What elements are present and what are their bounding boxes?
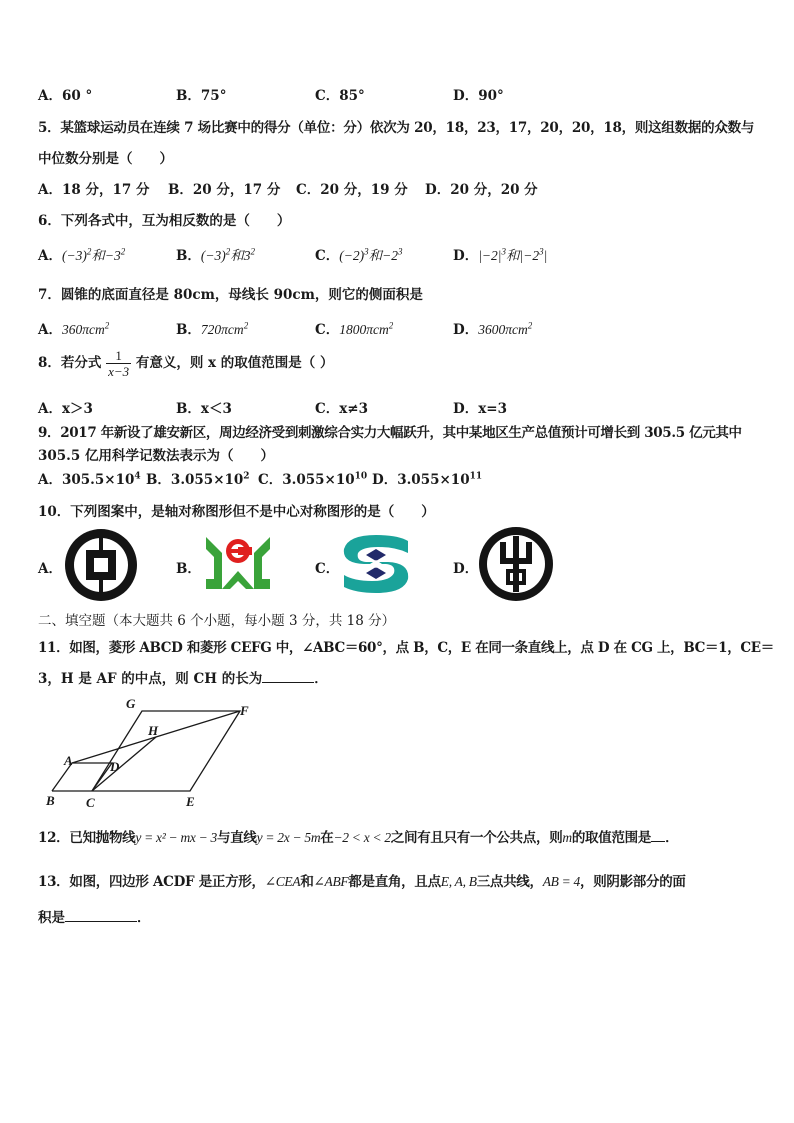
rural-credit-logo-icon	[200, 527, 276, 599]
q11-stem-line1: 11．如图，菱形 ABCD 和菱形 CEFG 中，∠ABC＝60°，点 B，C，E 在同一条直线上，点 D 在 CG 上，BC＝1，CE＝	[38, 640, 774, 656]
q5-option-d: D．20 分，20 分	[425, 182, 538, 198]
q10-option-a-label: A．	[38, 561, 62, 577]
q7-option-a: A．360πcm$^2$	[38, 320, 110, 338]
q6-stem: 6．下列各式中，互为相反数的是（ ）	[38, 213, 291, 229]
q4-option-d: D．90°	[453, 88, 504, 104]
q9-stem-line2: 305.5 亿用科学记数法表示为（ ）	[38, 448, 274, 464]
q6-option-c: C．$(-2)^3$和$-2^3$	[315, 246, 403, 264]
rhombus-figure	[40, 695, 280, 811]
q6-option-b: B．$(-3)^2$和$3^2$	[176, 246, 256, 264]
figure-label-d: D	[110, 759, 120, 774]
q4-option-b: B．75°	[176, 88, 227, 104]
q8-option-d: D．x=3	[453, 401, 507, 417]
q5-option-b: B．20 分，17 分	[168, 182, 281, 198]
q13-answer-blank	[65, 909, 137, 922]
q13-stem-line2: 积是 ．	[38, 910, 151, 926]
q7-option-b: B．720πcm$^2$	[176, 320, 249, 338]
q9-option-a: A．$305.5\times 10^4$	[38, 471, 141, 488]
q7-option-c: C．1800πcm$^2$	[315, 320, 394, 338]
q9-stem-line1: 9．2017 年新设了雄安新区，周边经济受到刺激综合实力大幅跃升，其中某地区生产总值预计可增长到 305.5 亿元其中	[38, 425, 742, 441]
q8-option-b: B．x＜3	[176, 401, 232, 417]
q11-answer-blank	[262, 670, 314, 683]
figure-label-h: H	[148, 723, 159, 738]
q10-stem: 10．下列图案中，是轴对称图形但不是中心对称图形的是（ ）	[38, 504, 435, 520]
agri-bank-logo-icon	[476, 524, 556, 604]
q8-option-a: A．x＞3	[38, 401, 93, 417]
figure-label-c: C	[86, 795, 95, 810]
q5-option-a: A．18 分，17 分	[38, 182, 150, 198]
q4-option-c: C．85°	[315, 88, 365, 104]
q10-option-b-label: B．	[176, 561, 201, 577]
q4-option-a: A．60 °	[38, 88, 93, 104]
q7-stem: 7．圆锥的底面直径是 80cm，母线长 90cm，则它的侧面积是	[38, 287, 423, 303]
figure-label-e: E	[186, 794, 195, 809]
q11-stem-line2: 3，H 是 AF 的中点，则 CH 的长为 ．	[38, 671, 328, 687]
q12-answer-blank	[651, 829, 665, 842]
bank-s-logo-icon	[338, 533, 414, 595]
q5-stem-line1: 5．某篮球运动员在连续 7 场比赛中的得分（单位：分）依次为 20，18，23，17，20，20，18，则这组数据的众数与	[38, 120, 755, 136]
figure-label-a: A	[64, 753, 73, 768]
section-2-heading: 二、填空题（本大题共 6 个小题，每小题 3 分，共 18 分）	[38, 613, 396, 629]
q9-option-b: B．$3.055\times 10^2$	[146, 471, 250, 488]
q10-option-c-label: C．	[315, 561, 340, 577]
figure-label-g: G	[126, 696, 136, 711]
q12-stem: 12．已知抛物线y = x² − mx − 3与直线y = 2x − 5m在−2 < x < 2之间有且只有一个公共点，则m的取值范围是 ．	[38, 830, 679, 846]
coin-logo-icon	[62, 526, 140, 604]
q8-stem: 8．若分式 $\frac{1}{x-3}$ 有意义，则 x 的取值范围是（ ）	[38, 348, 334, 379]
q8-option-c: C．x≠3	[315, 401, 368, 417]
figure-label-b: B	[46, 793, 55, 808]
q9-option-d: D．$3.055\times 10^{11}$	[372, 471, 483, 488]
q5-option-c: C．20 分，19 分	[296, 182, 408, 198]
q10-option-d-label: D．	[453, 561, 479, 577]
q9-option-c: C．$3.055\times 10^{10}$	[258, 471, 368, 488]
q6-option-a: A．$(-3)^2$和$-3^2$	[38, 246, 126, 264]
q7-option-d: D．3600πcm$^2$	[453, 320, 533, 338]
q8-fraction: $\frac{1}{x-3}$	[108, 348, 130, 379]
q6-option-d: D．$|-2|^3$和$|-2^3|$	[453, 246, 548, 264]
q5-stem-line2: 中位数分别是（ ）	[38, 151, 173, 167]
figure-label-f: F	[240, 703, 249, 718]
q13-stem-line1: 13．如图，四边形 ACDF 是正方形，∠CEA和∠ABF都是直角，且点E, A, B三点共线，AB = 4，则阴影部分的面	[38, 874, 686, 890]
